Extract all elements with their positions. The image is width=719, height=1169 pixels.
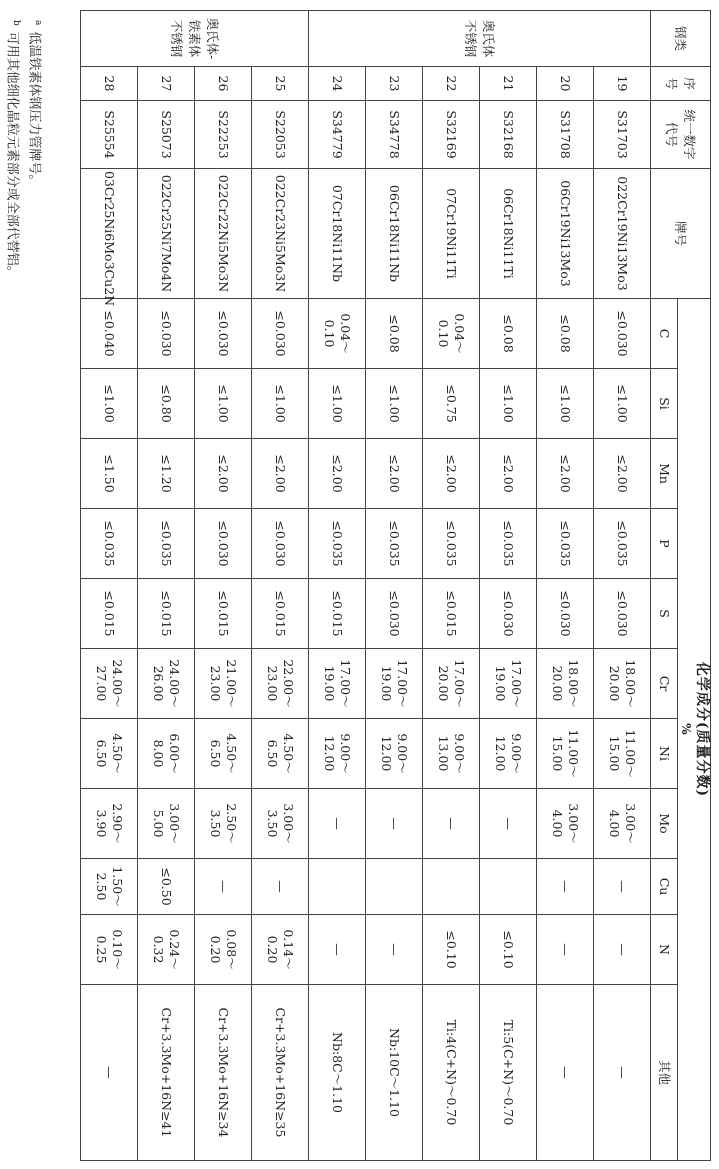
cell-line: 2.50～ <box>224 803 239 844</box>
cell-line: 6.00～ <box>167 733 182 774</box>
grade-cell: 022Cr25Ni7Mo4N <box>138 169 195 299</box>
cell-line: — <box>330 817 345 830</box>
element-mn-cell: ≤2.00 <box>423 439 480 509</box>
element-other-cell: — <box>537 985 594 1161</box>
cell-line: 2.90～ <box>110 803 125 844</box>
element-n-cell <box>195 915 252 985</box>
element-n-cell <box>138 915 195 985</box>
grade-cell: 022Cr22Ni5Mo3N <box>195 169 252 299</box>
element-other-cell: Ti:5(C+N)～0.70 <box>480 985 537 1161</box>
element-n-cell <box>252 915 309 985</box>
header-element-cu: Cu <box>651 859 678 915</box>
element-s-cell: ≤0.015 <box>195 579 252 649</box>
header-element-cr: Cr <box>651 649 678 719</box>
element-n-cell <box>81 915 138 985</box>
serial-cell: 23 <box>366 67 423 101</box>
element-p-cell: ≤0.035 <box>81 509 138 579</box>
element-cr-cell <box>195 649 252 719</box>
element-mo-cell <box>480 789 537 859</box>
cell-line: ≤0.08 <box>558 314 573 353</box>
cell-line: 3.00～ <box>623 803 638 844</box>
serial-cell: 21 <box>480 67 537 101</box>
code-cell: S22253 <box>195 101 252 169</box>
cell-line: ≤0.030 <box>216 310 231 357</box>
cell-line: 0.24～ <box>167 929 182 970</box>
element-si-cell: ≤0.75 <box>423 369 480 439</box>
element-other-cell: Nb:8C～1.10 <box>309 985 366 1161</box>
element-cr-cell <box>252 649 309 719</box>
category-cell: 奥氏体-铁素体不锈钢 <box>81 11 309 67</box>
grade-cell: 06Cr18Ni11Ti <box>480 169 537 299</box>
element-mn-cell: ≤2.00 <box>594 439 651 509</box>
serial-cell: 27 <box>138 67 195 101</box>
cell-line: 12.00 <box>493 735 508 772</box>
element-other-cell: Cr+3.3Mo+16N≥41 <box>138 985 195 1161</box>
table-row <box>537 11 594 1161</box>
cell-line: 3.00～ <box>167 803 182 844</box>
element-mo-cell <box>309 789 366 859</box>
element-cr-cell <box>81 649 138 719</box>
element-p-cell: ≤0.035 <box>138 509 195 579</box>
element-si-cell: ≤1.00 <box>309 369 366 439</box>
cell-line: 2.50 <box>94 872 109 901</box>
cell-line: 6.50 <box>265 739 280 768</box>
element-mo-cell <box>423 789 480 859</box>
cell-line: 21.00～ <box>224 659 239 708</box>
cell-line: 17.00～ <box>452 659 467 708</box>
element-cr-cell <box>423 649 480 719</box>
element-mo-cell <box>81 789 138 859</box>
element-p-cell: ≤0.035 <box>309 509 366 579</box>
grade-cell: 03Cr25Ni6Mo3Cu2N <box>81 169 138 299</box>
element-si-cell: ≤1.00 <box>81 369 138 439</box>
element-n-cell: — <box>309 915 366 985</box>
element-p-cell: ≤0.035 <box>537 509 594 579</box>
cell-line: 12.00 <box>379 735 394 772</box>
element-cu-cell: ≤0.50 <box>138 859 195 915</box>
cell-line: 15.00 <box>550 735 565 772</box>
element-si-cell: ≤1.00 <box>195 369 252 439</box>
table-row <box>81 11 138 1161</box>
serial-cell: 22 <box>423 67 480 101</box>
element-s-cell: ≤0.015 <box>138 579 195 649</box>
footnote-text: 可用其他细化晶粒元素部分或全部代替铝。 <box>4 31 20 279</box>
cell-line: 3.00～ <box>566 803 581 844</box>
element-c-cell <box>309 299 366 369</box>
header-element-ni: Ni <box>651 719 678 789</box>
element-c-cell <box>195 299 252 369</box>
cell-line: ≤0.030 <box>615 310 630 357</box>
element-other-cell: Nb:10C～1.10 <box>366 985 423 1161</box>
element-mo-cell <box>252 789 309 859</box>
serial-cell: 20 <box>537 67 594 101</box>
cell-line: 11.00～ <box>623 729 638 778</box>
element-ni-cell <box>594 719 651 789</box>
grade-cell: 06Cr19Ni13Mo3 <box>537 169 594 299</box>
cell-line: 20.00 <box>436 665 451 702</box>
element-cr-cell <box>594 649 651 719</box>
cell-line: 0.25 <box>94 935 109 964</box>
element-s-cell: ≤0.015 <box>252 579 309 649</box>
element-p-cell: ≤0.030 <box>252 509 309 579</box>
cell-line: 20.00 <box>607 665 622 702</box>
composition-table <box>80 10 711 1161</box>
cell-line: 6.50 <box>94 739 109 768</box>
cell-line: 0.32 <box>151 935 166 964</box>
element-si-cell: ≤1.00 <box>252 369 309 439</box>
footnote-b <box>2 20 24 279</box>
cell-line: 0.04～ <box>338 313 353 354</box>
code-cell: S25554 <box>81 101 138 169</box>
element-si-cell: ≤1.00 <box>537 369 594 439</box>
table-row <box>252 11 309 1161</box>
table-row <box>480 11 537 1161</box>
cell-line: 9.00～ <box>509 733 524 774</box>
element-cu-cell: — <box>195 859 252 915</box>
footnote-mark: a <box>33 20 43 26</box>
header-composition <box>678 299 711 1161</box>
cell-line: 27.00 <box>94 665 109 702</box>
header-element-mo: Mo <box>651 789 678 859</box>
element-mo-cell <box>537 789 594 859</box>
element-mo-cell <box>594 789 651 859</box>
cell-line: 0.08～ <box>224 929 239 970</box>
cell-line: 15.00 <box>607 735 622 772</box>
cell-line: 0.14～ <box>281 929 296 970</box>
code-cell: S34779 <box>309 101 366 169</box>
cell-line: 0.20 <box>208 935 223 964</box>
cell-line: 4.00 <box>607 809 622 838</box>
cell-line: 4.50～ <box>281 733 296 774</box>
cell-line: 6.50 <box>208 739 223 768</box>
cell-line: 13.00 <box>436 735 451 772</box>
element-mn-cell: ≤2.00 <box>537 439 594 509</box>
element-cu-cell <box>309 859 366 915</box>
cell-line: 5.00 <box>151 809 166 838</box>
cell-line: 26.00 <box>151 665 166 702</box>
element-other-cell: — <box>81 985 138 1161</box>
cell-line: 9.00～ <box>452 733 467 774</box>
serial-cell: 25 <box>252 67 309 101</box>
element-mn-cell: ≤2.00 <box>309 439 366 509</box>
element-ni-cell <box>309 719 366 789</box>
element-cr-cell <box>366 649 423 719</box>
footnote-mark: b <box>10 20 21 26</box>
element-other-cell: Ti:4(C+N)～0.70 <box>423 985 480 1161</box>
cell-line: 0.10 <box>436 319 451 348</box>
element-n-cell: — <box>594 915 651 985</box>
element-s-cell: ≤0.015 <box>309 579 366 649</box>
element-p-cell: ≤0.035 <box>480 509 537 579</box>
element-cu-cell <box>366 859 423 915</box>
element-n-cell: ≤0.10 <box>480 915 537 985</box>
cell-line: 3.90 <box>94 809 109 838</box>
cell-line: ≤0.08 <box>501 314 516 353</box>
cell-line: 1.50～ <box>110 866 125 907</box>
cell-line: ≤0.030 <box>159 310 174 357</box>
element-p-cell: ≤0.030 <box>195 509 252 579</box>
grade-cell: 022Cr19Ni13Mo3 <box>594 169 651 299</box>
element-s-cell: ≤0.030 <box>537 579 594 649</box>
code-cell: S32168 <box>480 101 537 169</box>
header-code: 统一数字代号 <box>651 101 711 169</box>
element-n-cell: — <box>366 915 423 985</box>
cell-line: 9.00～ <box>338 733 353 774</box>
element-other-cell: — <box>594 985 651 1161</box>
header-composition-title: 化学成分(质量分数) <box>694 661 710 798</box>
element-c-cell <box>594 299 651 369</box>
cell-line: 0.20 <box>265 935 280 964</box>
element-c-cell <box>423 299 480 369</box>
element-cu-cell: — <box>537 859 594 915</box>
code-cell: S31703 <box>594 101 651 169</box>
cell-line: 19.00 <box>379 665 394 702</box>
element-si-cell: ≤1.00 <box>366 369 423 439</box>
cell-line: ≤0.040 <box>102 310 117 357</box>
cell-line: 12.00 <box>322 735 337 772</box>
header-element-s: S <box>651 579 678 649</box>
cell-line: 11.00～ <box>566 729 581 778</box>
element-n-cell: ≤0.10 <box>423 915 480 985</box>
grade-cell: 07Cr19Ni11Ti <box>423 169 480 299</box>
element-other-cell: Cr+3.3Mo+16N≥34 <box>195 985 252 1161</box>
element-mn-cell: ≤1.20 <box>138 439 195 509</box>
table-row <box>423 11 480 1161</box>
cell-line: 3.50 <box>208 809 223 838</box>
cell-line: 9.00～ <box>395 733 410 774</box>
cell-line: — <box>387 817 402 830</box>
element-s-cell: ≤0.030 <box>366 579 423 649</box>
element-c-cell <box>138 299 195 369</box>
cell-line: 0.10～ <box>110 929 125 970</box>
code-cell: S22053 <box>252 101 309 169</box>
table-row <box>138 11 195 1161</box>
header-element-mn: Mn <box>651 439 678 509</box>
table-row <box>195 11 252 1161</box>
cell-line: 18.00～ <box>623 659 638 708</box>
footnote-text: 低温铁素体钢压力管牌号。 <box>26 31 42 188</box>
element-s-cell: ≤0.015 <box>81 579 138 649</box>
cell-line: 3.50 <box>265 809 280 838</box>
table-row <box>309 11 366 1161</box>
cell-line: 20.00 <box>550 665 565 702</box>
serial-cell: 24 <box>309 67 366 101</box>
element-mn-cell: ≤2.00 <box>252 439 309 509</box>
element-mo-cell <box>138 789 195 859</box>
element-p-cell: ≤0.035 <box>423 509 480 579</box>
cell-line: 23.00 <box>208 665 223 702</box>
cell-line: 3.00～ <box>281 803 296 844</box>
element-cr-cell <box>480 649 537 719</box>
element-ni-cell <box>252 719 309 789</box>
header-category: 钢类 <box>651 11 711 67</box>
cell-line: 24.00～ <box>110 659 125 708</box>
code-cell: S32169 <box>423 101 480 169</box>
element-c-cell <box>81 299 138 369</box>
table-body <box>81 11 651 1161</box>
element-cu-cell: — <box>594 859 651 915</box>
element-mn-cell: ≤2.00 <box>195 439 252 509</box>
element-c-cell <box>252 299 309 369</box>
serial-cell: 19 <box>594 67 651 101</box>
cell-line: 0.04～ <box>452 313 467 354</box>
cell-line: 4.50～ <box>224 733 239 774</box>
element-cu-cell: — <box>252 859 309 915</box>
element-c-cell <box>480 299 537 369</box>
grade-cell: 07Cr18Ni11Nb <box>309 169 366 299</box>
cell-line: — <box>501 817 516 830</box>
header-element-c: C <box>651 299 678 369</box>
grade-cell: 022Cr23Ni5Mo3N <box>252 169 309 299</box>
cell-line: 17.00～ <box>509 659 524 708</box>
cell-line: 19.00 <box>322 665 337 702</box>
element-ni-cell <box>366 719 423 789</box>
element-cu-cell <box>480 859 537 915</box>
header-grade: 牌号 <box>651 169 711 299</box>
header-element-p: P <box>651 509 678 579</box>
element-mn-cell: ≤1.50 <box>81 439 138 509</box>
code-cell: S31708 <box>537 101 594 169</box>
cell-line: ≤0.030 <box>273 310 288 357</box>
element-ni-cell <box>480 719 537 789</box>
header-element-other: 其他 <box>651 985 678 1161</box>
element-si-cell: ≤1.00 <box>480 369 537 439</box>
code-cell: S34778 <box>366 101 423 169</box>
header-serial: 序号 <box>651 67 711 101</box>
element-mn-cell: ≤2.00 <box>480 439 537 509</box>
cell-line: 23.00 <box>265 665 280 702</box>
element-mo-cell <box>195 789 252 859</box>
element-si-cell: ≤0.80 <box>138 369 195 439</box>
table-row <box>366 11 423 1161</box>
element-s-cell: ≤0.030 <box>594 579 651 649</box>
table-row <box>594 11 651 1161</box>
element-c-cell <box>366 299 423 369</box>
element-other-cell: Cr+3.3Mo+16N≥35 <box>252 985 309 1161</box>
code-cell: S25073 <box>138 101 195 169</box>
footnote-a <box>25 20 47 279</box>
element-ni-cell <box>423 719 480 789</box>
element-p-cell: ≤0.035 <box>594 509 651 579</box>
element-si-cell: ≤1.00 <box>594 369 651 439</box>
cell-line: — <box>444 817 459 830</box>
cell-line: 8.00 <box>151 739 166 768</box>
cell-line: 4.50～ <box>110 733 125 774</box>
header-composition-unit: % <box>679 723 693 736</box>
cell-line: 17.00～ <box>395 659 410 708</box>
element-cr-cell <box>537 649 594 719</box>
element-mn-cell: ≤2.00 <box>366 439 423 509</box>
cell-line: 4.00 <box>550 809 565 838</box>
element-cu-cell <box>81 859 138 915</box>
element-ni-cell <box>537 719 594 789</box>
cell-line: 22.00～ <box>281 659 296 708</box>
element-c-cell <box>537 299 594 369</box>
element-ni-cell <box>81 719 138 789</box>
category-cell: 奥氏体不锈钢 <box>309 11 651 67</box>
element-n-cell: — <box>537 915 594 985</box>
cell-line: 19.00 <box>493 665 508 702</box>
element-cr-cell <box>138 649 195 719</box>
cell-line: 17.00～ <box>338 659 353 708</box>
cell-line: ≤0.08 <box>387 314 402 353</box>
element-p-cell: ≤0.035 <box>366 509 423 579</box>
header-element-n: N <box>651 915 678 985</box>
cell-line: 24.00～ <box>167 659 182 708</box>
element-s-cell: ≤0.030 <box>480 579 537 649</box>
element-cu-cell <box>423 859 480 915</box>
footnotes <box>2 20 47 279</box>
serial-cell: 28 <box>81 67 138 101</box>
element-mo-cell <box>366 789 423 859</box>
header-element-si: Si <box>651 369 678 439</box>
element-ni-cell <box>138 719 195 789</box>
element-ni-cell <box>195 719 252 789</box>
element-s-cell: ≤0.015 <box>423 579 480 649</box>
cell-line: 18.00～ <box>566 659 581 708</box>
cell-line: 0.10 <box>322 319 337 348</box>
element-cr-cell <box>309 649 366 719</box>
grade-cell: 06Cr18Ni11Nb <box>366 169 423 299</box>
serial-cell: 26 <box>195 67 252 101</box>
